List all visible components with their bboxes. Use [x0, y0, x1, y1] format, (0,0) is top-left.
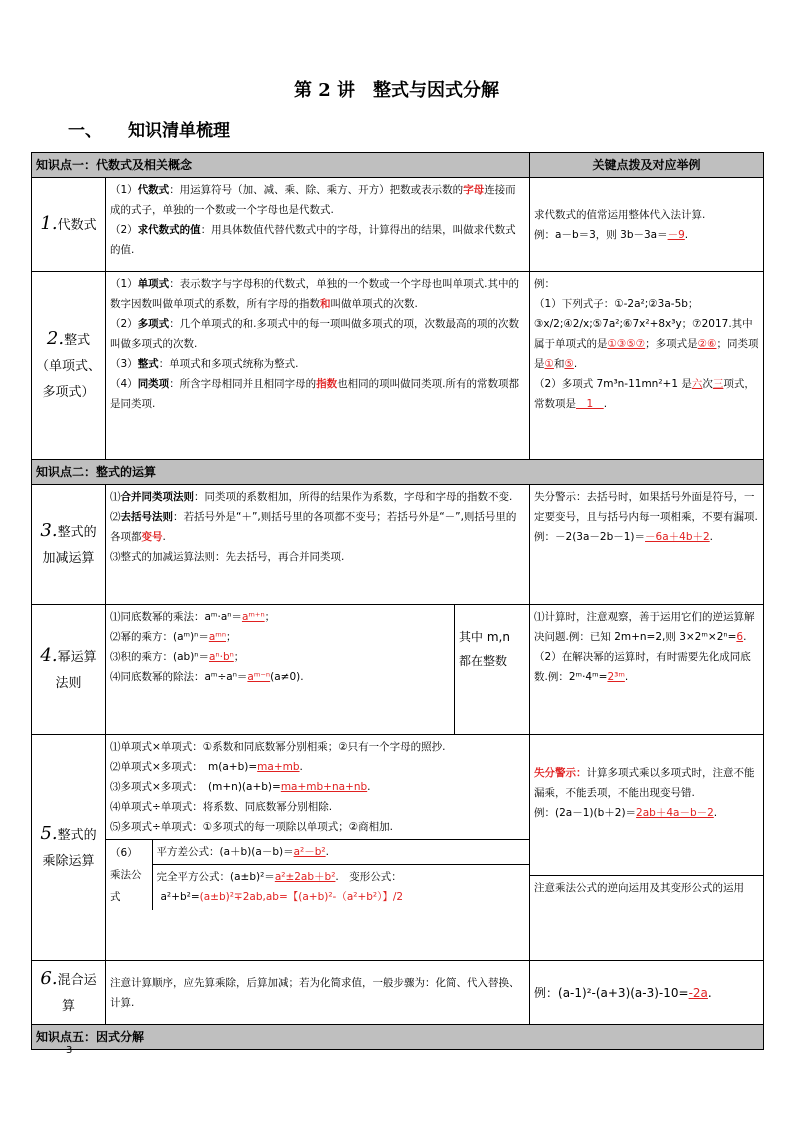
- section-number: 一、: [68, 121, 102, 141]
- section-heading: [68, 116, 230, 141]
- row-note: 失分警示：计算多项式乘以多项式时，注意不能漏乘，不能丢项，不能出现变号错. 例：(2a－1)(b＋2)＝2ab＋4a－b－2. 注意乘法公式的逆向运用及其变形公式的运用: [530, 735, 764, 961]
- formula-perfect-square: 完全平方公式：(a±b)²＝a²±2ab＋b². 变形公式： a²+b²=(a±b)²∓2ab,ab=【(a+b)²-（a²+b²）】/2: [152, 865, 529, 910]
- row-note: 例：(a-1)²-(a+3)(a-3)-10=-2a.: [530, 961, 764, 1025]
- formula-label: （6）乘法公式: [106, 840, 152, 911]
- table-row: [32, 735, 764, 961]
- header-left: 知识点一：代数式及相关概念: [32, 153, 530, 178]
- knowledge-point-row: [32, 1025, 764, 1050]
- page-number: 3: [66, 1045, 73, 1056]
- table-row: [32, 605, 764, 735]
- row-note: ⑴计算时，注意观察，善于运用它们的逆运算解决问题.例：已知 2m+n=2,则 3×2ᵐ×2ⁿ=6. （2）在解决幂的运算时，有时需要先化成同底数.例：2ᵐ·4ᵐ=2³ᵐ.: [530, 605, 764, 735]
- table-row: [32, 961, 764, 1025]
- formula-note: 注意乘法公式的逆向运用及其变形公式的运用: [530, 875, 763, 960]
- row-content: ⑴同底数幂的乘法：aᵐ·aⁿ＝aᵐ⁺ⁿ； ⑵幂的乘方：(aᵐ)ⁿ＝aᵐⁿ； ⑶积的乘方：(ab)ⁿ＝aⁿ·bⁿ； ⑷同底数幂的除法：aᵐ÷aⁿ＝aᵐ⁻ⁿ(a≠0).: [106, 605, 455, 735]
- row-note: 例： （1）下列式子：①-2a²;②3a-5b；③x/2;④2/x;⑤7a²;⑥7x²+8x³y；⑦2017.其中属于单项式的是①③⑤⑦；多项式是②⑥；同类项是①和⑤. （2）多项式 7m³n-11mn²+1 是六次三项式，常数项是 1 .: [530, 272, 764, 460]
- header-right: 关键点拨及对应举例: [530, 153, 764, 178]
- row-content: （1）代数式：用运算符号（加、减、乘、除、乘方、开方）把数或表示数的字母连接而成的式子，单独的一个数或一个字母也是代数式. （2）求代数式的值：用具体数值代替代数式中的字母，计算得出的结果，叫做求代数式的值.: [106, 178, 530, 272]
- row-label: 4.幂运算法则: [32, 605, 106, 735]
- table-row: [32, 178, 764, 272]
- section-title: 知识清单梳理: [128, 121, 230, 141]
- row-content: ⑴合并同类项法则：同类项的系数相加，所得的结果作为系数，字母和字母的指数不变. ⑵去括号法则：若括号外是“＋”,则括号里的各项都不变号；若括号外是“－”,则括号里的各项都变号. ⑶整式的加减运算法则：先去括号，再合并同类项.: [106, 485, 530, 605]
- formula-diff-squares: 平方差公式：(a＋b)(a－b)＝a²－b².: [152, 840, 529, 865]
- knowledge-table: [31, 152, 764, 1050]
- row-content: 注意计算顺序，应先算乘除，后算加减；若为化简求值，一般步骤为：化简、代入替换、计算.: [106, 961, 530, 1025]
- row-label: 6.混合运算: [32, 961, 106, 1025]
- row-side-note: 其中 m,n 都在整数: [455, 605, 530, 735]
- row-content: （1）单项式：表示数字与字母积的代数式，单独的一个数或一个字母也叫单项式.其中的数字因数叫做单项式的系数，所有字母的指数和叫做单项式的次数. （2）多项式：几个单项式的和.多项式中的每一项叫做多项式的项，次数最高的项的次数叫做多项式的次数. （3）整式：单项式和多项式统称为整式. （4）同类项：所含字母相同并且相同字母的指数也相同的项叫做同类项.所有的常数项都是同类项.: [106, 272, 530, 460]
- row-label: 1.代数式: [32, 178, 106, 272]
- row-content: ⑴单项式×单项式：①系数和同底数幂分别相乘；②只有一个字母的照抄. ⑵单项式×多项式： m(a+b)=ma+mb. ⑶多项式×多项式： (m+n)(a+b)=ma+mb+na+nb. ⑷单项式÷单项式：将系数、同底数幂分别相除. ⑸多项式÷单项式：①多项式的每一项除以单项式；②商相加. （6）乘法公式 平方差公式：(a＋b)(a－b)＝a²－b². 完全平方公式：(a±b)²＝a²±2ab＋b². 变形公式： a²+b²=(a±b)²∓2ab,ab=【(a+b)²-（a²+b²）】/2: [106, 735, 530, 961]
- table-header-row: [32, 153, 764, 178]
- knowledge-point-5: 知识点五：因式分解: [32, 1025, 764, 1050]
- row-label: 5.整式的乘除运算: [32, 735, 106, 961]
- page-title: 第 2 讲 整式与因式分解: [293, 80, 500, 101]
- row-label: 2.整式（单项式、多项式）: [32, 272, 106, 460]
- row-note: 失分警示：去括号时，如果括号外面是符号，一定要变号，且与括号内每一项相乘，不要有漏项. 例：－2(3a－2b－1)＝－6a＋4b＋2.: [530, 485, 764, 605]
- knowledge-point-row: [32, 460, 764, 485]
- row-label: 3.整式的加减运算: [32, 485, 106, 605]
- table-row: [32, 485, 764, 605]
- formula-subtable: [106, 839, 529, 910]
- table-row: [32, 272, 764, 460]
- knowledge-point-2: 知识点二：整式的运算: [32, 460, 764, 485]
- row-note: 求代数式的值常运用整体代入法计算. 例：a－b＝3，则 3b－3a＝－9.: [530, 178, 764, 272]
